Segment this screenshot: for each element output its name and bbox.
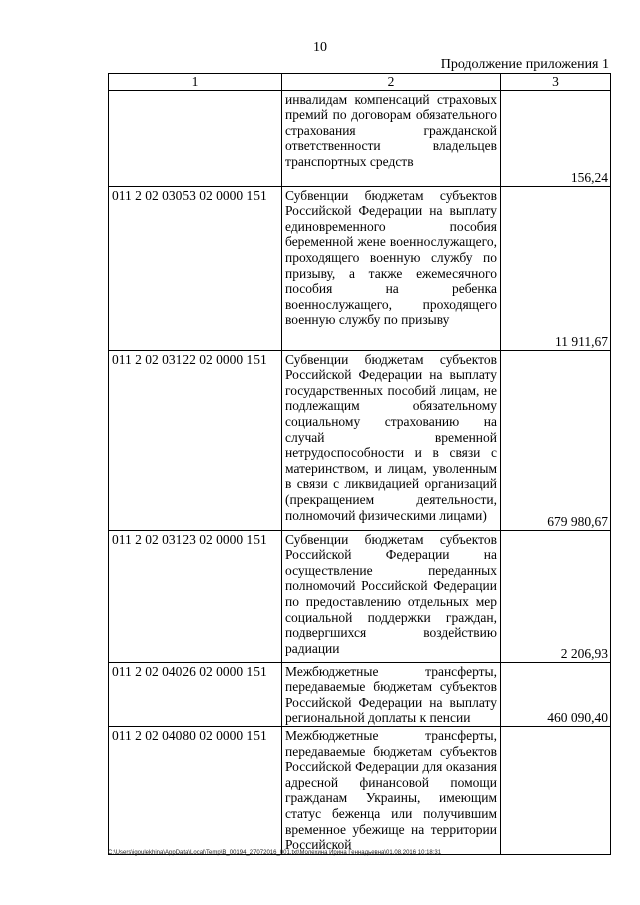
budget-code: 011 2 02 03123 02 0000 151 — [109, 530, 282, 662]
revenue-name: Субвенции бюджетам субъектов Российской Федерации на выплату единовременного пособия беременной жене военнослужащего, проходящего военную службу по призыву, а также ежемесячного пособия на ребенка военнослужащего, проходящего военную службу по призыву — [282, 186, 501, 350]
table-row — [109, 726, 611, 854]
revenue-name: Межбюджетные трансферты, передаваемые бюджетам субъектов Российской Федерации для оказания адресной финансовой помощи гражданам Украины, имеющим статус беженца или получившим временное убежище на территории Российской — [282, 726, 501, 854]
budget-code: 011 2 02 03053 02 0000 151 — [109, 186, 282, 350]
revenue-name: Субвенции бюджетам субъектов Российской Федерации на осуществление переданных полномочий Российской Федерации по предоставлению отдельных мер социальной поддержки граждан, подвергшихся воздействию радиации — [282, 530, 501, 662]
file-path-footer: C:\Users\igoulekhina\AppData\Local\Temp\B_00194_27072016_001.txt\Молехина Ирина Геннадьевна\01.08.2016 10:18:31 — [108, 850, 442, 856]
table-row — [109, 186, 611, 350]
amount — [501, 726, 611, 854]
revenue-name: инвалидам компенсаций страховых премий по договорам обязательного страхования гражданской ответственности владельцев транспортных средств — [282, 90, 501, 186]
revenue-name: Межбюджетные трансферты, передаваемые бюджетам субъектов Российской Федерации на выплату региональной доплаты к пенсии — [282, 662, 501, 726]
continuation-label: Продолжение приложения 1 — [440, 57, 609, 72]
amount: 460 090,40 — [501, 662, 611, 726]
revenue-name: Субвенции бюджетам субъектов Российской Федерации на выплату государственных пособий лицам, не подлежащим обязательному социальному страхованию на случай временной нетрудоспособности и в связи с материнством, и лицам, уволенным в связи с ликвидацией организаций (прекращением деятельности, полномочий физическими лицами) — [282, 350, 501, 530]
column-header-name: 2 — [282, 74, 501, 91]
appendix-table — [108, 73, 611, 855]
table-row — [109, 530, 611, 662]
column-header-amount: 3 — [501, 74, 611, 91]
amount: 679 980,67 — [501, 350, 611, 530]
budget-code: 011 2 02 04026 02 0000 151 — [109, 662, 282, 726]
table-row — [109, 90, 611, 186]
table-header-row — [109, 74, 611, 91]
amount: 11 911,67 — [501, 186, 611, 350]
budget-code: 011 2 02 04080 02 0000 151 — [109, 726, 282, 854]
table-row — [109, 662, 611, 726]
budget-code — [109, 90, 282, 186]
column-header-code: 1 — [109, 74, 282, 91]
amount: 2 206,93 — [501, 530, 611, 662]
budget-code: 011 2 02 03122 02 0000 151 — [109, 350, 282, 530]
table-row — [109, 350, 611, 530]
amount: 156,24 — [501, 90, 611, 186]
page-number: 10 — [313, 40, 327, 55]
